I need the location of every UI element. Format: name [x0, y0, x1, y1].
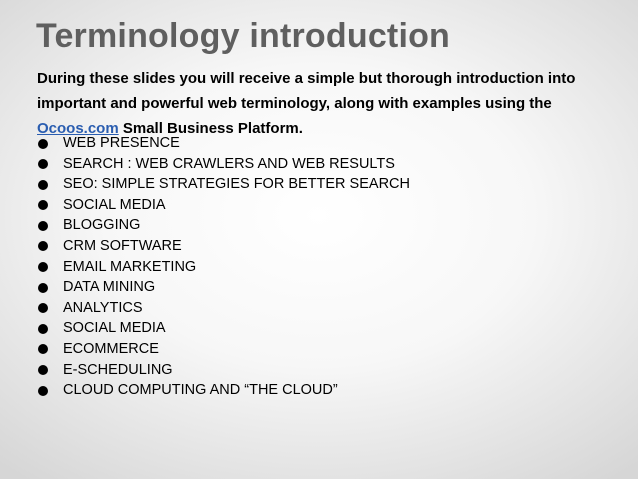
list-item-label: DATA MINING — [63, 279, 156, 296]
bullet-icon — [38, 262, 48, 272]
list-item — [37, 215, 410, 236]
list-item — [37, 257, 410, 278]
list-item — [37, 236, 410, 257]
list-item — [37, 298, 410, 319]
list-item — [37, 360, 410, 381]
list-item-label: BLOGGING — [63, 217, 141, 234]
ocoos-link[interactable]: Ocoos.com — [37, 120, 119, 137]
list-item-label: SEO: SIMPLE STRATEGIES FOR BETTER SEARCH — [63, 176, 410, 193]
intro-paragraph — [37, 66, 607, 141]
bullet-icon — [38, 180, 48, 190]
list-item — [37, 277, 410, 298]
intro-text: During these slides you will receive a simple but thorough introduction into important and powerful web terminology, along with examples using the — [37, 70, 576, 112]
list-item-label: EMAIL MARKETING — [63, 258, 197, 275]
bullet-icon — [38, 221, 48, 231]
list-item — [37, 174, 410, 195]
intro-text-end: Small Business Platform. — [118, 120, 303, 137]
list-item-label: CLOUD COMPUTING AND “THE CLOUD” — [63, 382, 338, 399]
list-item — [37, 133, 410, 154]
list-item — [37, 380, 410, 401]
list-item — [37, 195, 410, 216]
list-item-label: SOCIAL MEDIA — [63, 320, 166, 337]
list-item — [37, 154, 410, 175]
bullet-icon — [38, 200, 48, 210]
list-item-label: CRM SOFTWARE — [63, 237, 182, 254]
list-item-label: ECOMMERCE — [63, 340, 159, 357]
bullet-icon — [38, 139, 48, 149]
bullet-icon — [38, 365, 48, 375]
list-item — [37, 339, 410, 360]
list-item-label: WEB PRESENCE — [63, 135, 180, 151]
bullet-icon — [38, 324, 48, 334]
bullet-icon — [38, 283, 48, 293]
bullet-icon — [38, 241, 48, 251]
slide-title: Terminology introduction — [36, 17, 451, 55]
list-item-label: ANALYTICS — [63, 299, 143, 316]
bullet-icon — [38, 159, 48, 169]
bullet-icon — [38, 344, 48, 354]
list-item — [37, 318, 410, 339]
topic-list — [37, 133, 410, 401]
bullet-icon — [38, 386, 48, 396]
list-item-label: SEARCH : WEB CRAWLERS AND WEB RESULTS — [63, 155, 395, 172]
list-item-label: E-SCHEDULING — [63, 361, 173, 378]
bullet-icon — [38, 303, 48, 313]
list-item-label: SOCIAL MEDIA — [63, 196, 166, 213]
